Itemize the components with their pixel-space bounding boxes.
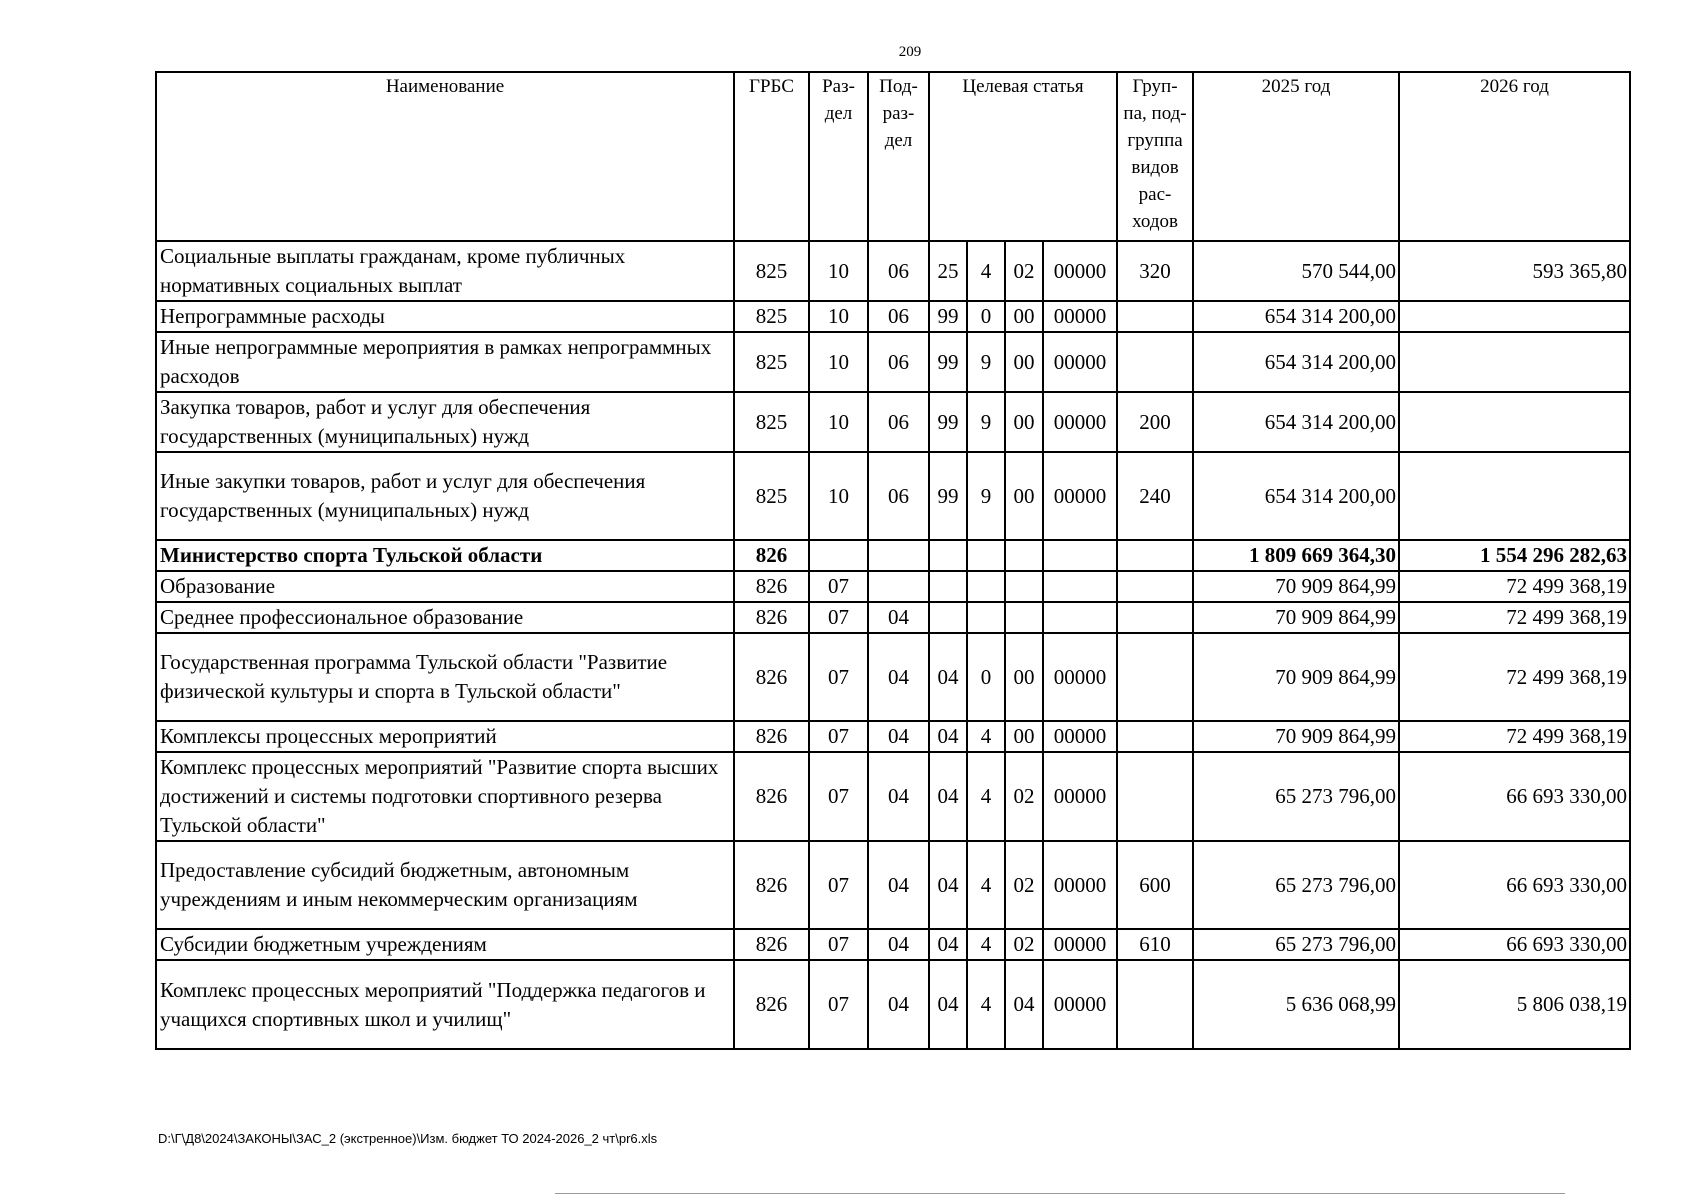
row-grbs: 826 [734, 929, 809, 960]
row-target-subprogram: 4 [967, 241, 1005, 301]
row-grbs: 825 [734, 332, 809, 392]
row-razdel: 07 [809, 571, 868, 602]
row-target-event [1005, 602, 1043, 633]
row-amount-2026: 66 693 330,00 [1399, 841, 1630, 929]
row-expense-group [1117, 540, 1193, 571]
row-amount-2026 [1399, 392, 1630, 452]
row-target-direction: 00000 [1043, 392, 1117, 452]
row-name: Образование [156, 571, 734, 602]
table-row [156, 960, 1630, 1049]
row-target-subprogram: 9 [967, 332, 1005, 392]
row-target-subprogram [967, 540, 1005, 571]
row-amount-2026: 66 693 330,00 [1399, 752, 1630, 841]
row-target-direction: 00000 [1043, 332, 1117, 392]
row-name: Непрограммные расходы [156, 301, 734, 332]
row-amount-2026: 72 499 368,19 [1399, 571, 1630, 602]
header-razdel: Раз-дел [809, 72, 868, 241]
row-razdel: 10 [809, 332, 868, 392]
table-row [156, 392, 1630, 452]
row-amount-2025: 654 314 200,00 [1193, 392, 1399, 452]
row-podrazdel: 04 [868, 960, 929, 1049]
row-amount-2026: 593 365,80 [1399, 241, 1630, 301]
row-amount-2026: 5 806 038,19 [1399, 960, 1630, 1049]
row-grbs: 826 [734, 960, 809, 1049]
row-target-event [1005, 540, 1043, 571]
row-amount-2026 [1399, 301, 1630, 332]
row-target-program: 04 [929, 721, 967, 752]
row-target-event: 02 [1005, 929, 1043, 960]
row-podrazdel: 06 [868, 301, 929, 332]
row-target-event: 00 [1005, 332, 1043, 392]
row-amount-2026: 1 554 296 282,63 [1399, 540, 1630, 571]
row-amount-2025: 65 273 796,00 [1193, 841, 1399, 929]
row-amount-2025: 654 314 200,00 [1193, 332, 1399, 392]
table-row [156, 602, 1630, 633]
row-target-subprogram: 4 [967, 841, 1005, 929]
row-target-direction: 00000 [1043, 841, 1117, 929]
row-amount-2025: 5 636 068,99 [1193, 960, 1399, 1049]
row-target-direction: 00000 [1043, 241, 1117, 301]
row-razdel: 07 [809, 633, 868, 721]
row-razdel: 07 [809, 602, 868, 633]
table-row [156, 332, 1630, 392]
row-expense-group [1117, 602, 1193, 633]
row-name: Закупка товаров, работ и услуг для обеспечения государственных (муниципальных) нужд [156, 392, 734, 452]
row-expense-group [1117, 332, 1193, 392]
header-expense-group: Груп-па, под-группа видов рас-ходов [1117, 72, 1193, 241]
row-target-program: 04 [929, 929, 967, 960]
row-target-direction: 00000 [1043, 929, 1117, 960]
row-razdel: 10 [809, 452, 868, 540]
row-grbs: 826 [734, 841, 809, 929]
row-target-subprogram: 0 [967, 633, 1005, 721]
header-year-2026: 2026 год [1399, 72, 1630, 241]
row-podrazdel: 04 [868, 633, 929, 721]
row-grbs: 826 [734, 602, 809, 633]
row-name: Министерство спорта Тульской области [156, 540, 734, 571]
row-target-direction: 00000 [1043, 452, 1117, 540]
row-name: Предоставление субсидий бюджетным, автономным учреждениям и иным некоммерческим организациям [156, 841, 734, 929]
row-grbs: 825 [734, 241, 809, 301]
row-podrazdel: 04 [868, 602, 929, 633]
row-target-program: 99 [929, 452, 967, 540]
row-amount-2025: 70 909 864,99 [1193, 721, 1399, 752]
row-podrazdel: 06 [868, 332, 929, 392]
row-grbs: 826 [734, 633, 809, 721]
row-expense-group: 600 [1117, 841, 1193, 929]
row-target-program: 04 [929, 960, 967, 1049]
row-podrazdel: 04 [868, 929, 929, 960]
row-target-event: 00 [1005, 301, 1043, 332]
budget-table [155, 71, 1631, 1050]
table-row [156, 241, 1630, 301]
row-target-program: 04 [929, 752, 967, 841]
row-grbs: 826 [734, 752, 809, 841]
row-target-event: 02 [1005, 752, 1043, 841]
row-grbs: 825 [734, 392, 809, 452]
row-amount-2025: 70 909 864,99 [1193, 602, 1399, 633]
row-target-event: 02 [1005, 241, 1043, 301]
row-razdel: 07 [809, 929, 868, 960]
row-target-subprogram: 9 [967, 392, 1005, 452]
table-row [156, 841, 1630, 929]
row-podrazdel: 04 [868, 752, 929, 841]
row-target-event: 00 [1005, 633, 1043, 721]
row-amount-2026 [1399, 452, 1630, 540]
row-target-program [929, 602, 967, 633]
row-amount-2025: 654 314 200,00 [1193, 452, 1399, 540]
table-row [156, 540, 1630, 571]
row-amount-2025: 65 273 796,00 [1193, 752, 1399, 841]
row-podrazdel [868, 571, 929, 602]
row-target-direction: 00000 [1043, 721, 1117, 752]
row-amount-2025: 65 273 796,00 [1193, 929, 1399, 960]
file-path-footer: D:\Г\Д8\2024\ЗАКОНЫ\ЗАС_2 (экстренное)\Изм. бюджет ТО 2024-2026_2 чт\pr6.xls [158, 1131, 658, 1146]
row-target-program: 04 [929, 841, 967, 929]
page-number: 209 [898, 44, 922, 60]
header-name: Наименование [156, 72, 734, 241]
row-target-subprogram: 9 [967, 452, 1005, 540]
row-amount-2025: 1 809 669 364,30 [1193, 540, 1399, 571]
row-expense-group: 320 [1117, 241, 1193, 301]
row-target-subprogram: 0 [967, 301, 1005, 332]
row-target-program [929, 540, 967, 571]
row-razdel: 10 [809, 301, 868, 332]
row-expense-group [1117, 752, 1193, 841]
row-target-program: 99 [929, 392, 967, 452]
row-expense-group [1117, 633, 1193, 721]
row-target-event: 04 [1005, 960, 1043, 1049]
row-amount-2025: 570 544,00 [1193, 241, 1399, 301]
row-target-direction: 00000 [1043, 752, 1117, 841]
row-target-program: 99 [929, 301, 967, 332]
row-podrazdel: 06 [868, 392, 929, 452]
row-name: Среднее профессиональное образование [156, 602, 734, 633]
table-row [156, 752, 1630, 841]
row-target-direction [1043, 602, 1117, 633]
row-podrazdel: 06 [868, 241, 929, 301]
row-razdel [809, 540, 868, 571]
table-row [156, 929, 1630, 960]
row-amount-2026: 72 499 368,19 [1399, 602, 1630, 633]
row-target-program: 99 [929, 332, 967, 392]
bottom-rule [555, 1193, 1565, 1194]
header-year-2025: 2025 год [1193, 72, 1399, 241]
header-target-article: Целевая статья [929, 72, 1117, 241]
row-target-subprogram: 4 [967, 752, 1005, 841]
row-razdel: 07 [809, 752, 868, 841]
table-row [156, 452, 1630, 540]
row-grbs: 825 [734, 301, 809, 332]
row-target-direction [1043, 571, 1117, 602]
row-name: Комплекс процессных мероприятий "Развитие спорта высших достижений и системы подготовки спортивного резерва Тульской области" [156, 752, 734, 841]
row-target-event: 00 [1005, 452, 1043, 540]
row-target-event: 02 [1005, 841, 1043, 929]
row-target-program [929, 571, 967, 602]
row-name: Государственная программа Тульской области "Развитие физической культуры и спорта в Тульской области" [156, 633, 734, 721]
header-podrazdel: Под-раз-дел [868, 72, 929, 241]
row-grbs: 826 [734, 721, 809, 752]
row-name: Иные закупки товаров, работ и услуг для обеспечения государственных (муниципальных) нужд [156, 452, 734, 540]
row-name: Иные непрограммные мероприятия в рамках непрограммных расходов [156, 332, 734, 392]
row-name: Комплекс процессных мероприятий "Поддержка педагогов и учащихся спортивных школ и училищ" [156, 960, 734, 1049]
row-grbs: 825 [734, 452, 809, 540]
row-podrazdel [868, 540, 929, 571]
row-grbs: 826 [734, 540, 809, 571]
row-name: Субсидии бюджетным учреждениям [156, 929, 734, 960]
row-name: Социальные выплаты гражданам, кроме публичных нормативных социальных выплат [156, 241, 734, 301]
row-podrazdel: 04 [868, 721, 929, 752]
row-amount-2025: 654 314 200,00 [1193, 301, 1399, 332]
row-grbs: 826 [734, 571, 809, 602]
row-podrazdel: 04 [868, 841, 929, 929]
row-target-subprogram [967, 571, 1005, 602]
row-target-subprogram: 4 [967, 960, 1005, 1049]
row-razdel: 07 [809, 721, 868, 752]
row-amount-2026 [1399, 332, 1630, 392]
row-target-direction: 00000 [1043, 301, 1117, 332]
row-amount-2026: 72 499 368,19 [1399, 633, 1630, 721]
row-target-direction [1043, 540, 1117, 571]
row-target-event [1005, 571, 1043, 602]
row-target-subprogram [967, 602, 1005, 633]
row-expense-group [1117, 571, 1193, 602]
row-razdel: 07 [809, 960, 868, 1049]
row-target-event: 00 [1005, 721, 1043, 752]
table-row [156, 301, 1630, 332]
row-amount-2025: 70 909 864,99 [1193, 571, 1399, 602]
row-razdel: 10 [809, 392, 868, 452]
table-row [156, 633, 1630, 721]
row-expense-group: 610 [1117, 929, 1193, 960]
row-expense-group [1117, 960, 1193, 1049]
row-target-subprogram: 4 [967, 929, 1005, 960]
row-podrazdel: 06 [868, 452, 929, 540]
row-amount-2025: 70 909 864,99 [1193, 633, 1399, 721]
row-expense-group [1117, 301, 1193, 332]
header-grbs: ГРБС [734, 72, 809, 241]
row-amount-2026: 66 693 330,00 [1399, 929, 1630, 960]
row-target-direction: 00000 [1043, 960, 1117, 1049]
row-expense-group: 240 [1117, 452, 1193, 540]
row-expense-group: 200 [1117, 392, 1193, 452]
table-row [156, 721, 1630, 752]
row-razdel: 07 [809, 841, 868, 929]
row-target-program: 25 [929, 241, 967, 301]
row-target-subprogram: 4 [967, 721, 1005, 752]
row-target-program: 04 [929, 633, 967, 721]
row-target-event: 00 [1005, 392, 1043, 452]
table-body [156, 241, 1630, 1049]
row-target-direction: 00000 [1043, 633, 1117, 721]
row-amount-2026: 72 499 368,19 [1399, 721, 1630, 752]
row-expense-group [1117, 721, 1193, 752]
row-razdel: 10 [809, 241, 868, 301]
table-row [156, 571, 1630, 602]
row-name: Комплексы процессных мероприятий [156, 721, 734, 752]
table-header-row [156, 72, 1630, 241]
